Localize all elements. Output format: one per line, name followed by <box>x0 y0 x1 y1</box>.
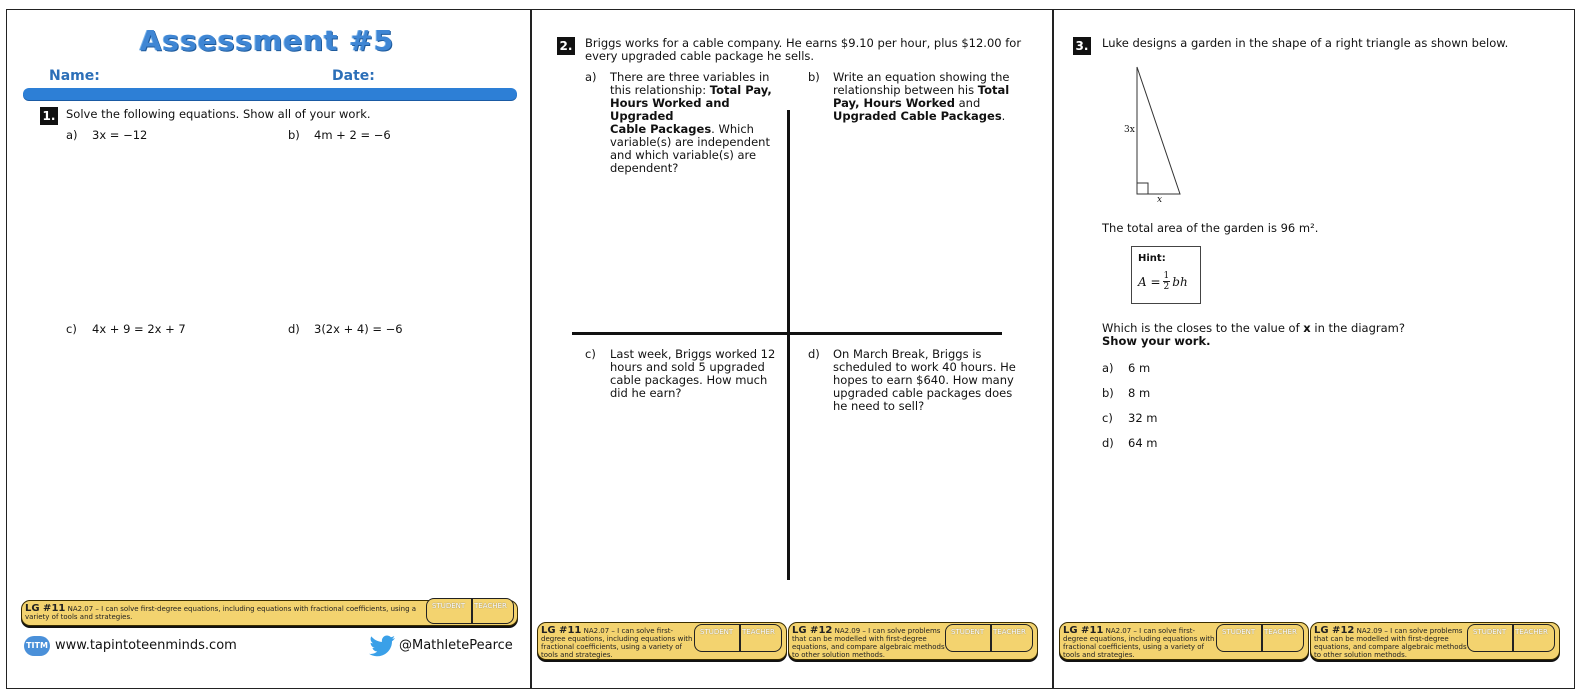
hint-box <box>1131 246 1201 304</box>
right-triangle-diagram <box>1114 62 1194 212</box>
twitter-handle[interactable]: @MathletePearce <box>399 638 513 653</box>
hint-label: Hint: <box>1138 253 1166 264</box>
part-c-letter: c) <box>585 347 596 361</box>
self-assessment-box-12: STUDENT TEACHER <box>1467 624 1555 652</box>
option-c: c) 32 m <box>1102 411 1158 425</box>
part-a: a) 3x = −12 <box>66 128 148 142</box>
part-c-text: Last week, Briggs worked 12 hours and sold 5 upgraded cable packages. How much did he earn? <box>610 347 776 400</box>
option-d: d) 64 m <box>1102 436 1158 450</box>
worksheet-page-1 <box>6 9 531 689</box>
height-label: 3x <box>1124 125 1135 135</box>
learning-goal-11: LG #11 NA2.07 – I can solve first-degree equations, including equations with fractional coefficients, using a variety of tools and strategies. <box>21 600 518 626</box>
website-link[interactable]: www.tapintoteenminds.com <box>55 638 237 653</box>
part-d: d) 3(2x + 4) = −6 <box>288 322 403 336</box>
part-c: c) 4x + 9 = 2x + 7 <box>66 322 186 336</box>
question-2-number: 2. <box>557 35 575 55</box>
learning-goal-11: LG #11 NA2.07 – I can solve first-degree equations, including equations with fractional coefficients, using a variety of tools and strategies. <box>537 622 787 660</box>
part-d-text: On March Break, Briggs is scheduled to work 40 hours. He hopes to earn $640. How many upgraded cable packages does he need to sell? <box>833 347 1016 413</box>
part-d-letter: d) <box>808 347 820 361</box>
part-b-letter: b) <box>808 70 820 84</box>
area-formula: A = $\frac{1}{2}$ bh <box>1138 271 1188 292</box>
self-assessment-box-12: STUDENT TEACHER <box>945 624 1033 652</box>
worksheet-page-3 <box>1053 9 1575 689</box>
question-3-ask: Which is the closes to the value of x in the diagram? Show your work. <box>1102 321 1405 348</box>
quadrant-divider-vertical <box>787 110 790 580</box>
option-a: a) 6 m <box>1102 361 1151 375</box>
learning-goal-12: LG #12 NA2.09 – I can solve problems that can be modelled with first-degree equations, and compare algebraic methods to other solution methods. <box>788 622 1038 660</box>
date-label: Date: <box>332 68 375 84</box>
learning-goal-12: LG #12 NA2.09 – I can solve problems that can be modelled with first-degree equations, and compare algebraic methods to other solution methods. <box>1310 622 1560 660</box>
option-b: b) 8 m <box>1102 386 1151 400</box>
question-3-prompt: Luke designs a garden in the shape of a right triangle as shown below. <box>1102 36 1509 50</box>
part-b-text: Write an equation showing the relationship between his Total Pay, Hours Worked and Upgraded Cable Packages. <box>833 70 1010 123</box>
part-a-letter: a) <box>585 70 597 84</box>
base-label: x <box>1157 195 1163 205</box>
learning-goal-11: LG #11 NA2.07 – I can solve first-degree equations, including equations with fractional coefficients, using a variety of tools and strategies. <box>1059 622 1309 660</box>
part-b: b) 4m + 2 = −6 <box>288 128 391 142</box>
question-1-number: 1. <box>40 105 58 125</box>
page-title: Assessment #5 <box>139 24 395 57</box>
quadrant-divider-horizontal <box>572 332 1002 335</box>
worksheet-page-2 <box>531 9 1053 689</box>
self-assessment-box: STUDENT TEACHER <box>426 598 514 624</box>
name-label: Name: <box>49 68 100 84</box>
self-assessment-box-11: STUDENT TEACHER <box>694 624 782 652</box>
question-2-prompt: Briggs works for a cable company. He earns $9.10 per hour, plus $12.00 for every upgraded cable package he sells. <box>585 36 1022 63</box>
area-statement: The total area of the garden is 96 m². <box>1102 221 1319 235</box>
question-3-number: 3. <box>1073 35 1091 55</box>
twitter-bird-icon <box>367 634 397 658</box>
part-a-text: There are three variables in this relationship: Total Pay, Hours Worked and Upgraded Cable Packages. Which variable(s) are independent and which variable(s) are dependent? <box>610 70 772 175</box>
titm-logo: TITM <box>24 636 50 656</box>
question-1-prompt: Solve the following equations. Show all of your work. <box>66 107 371 121</box>
header-underline <box>23 88 517 100</box>
self-assessment-box-11: STUDENT TEACHER <box>1216 624 1304 652</box>
